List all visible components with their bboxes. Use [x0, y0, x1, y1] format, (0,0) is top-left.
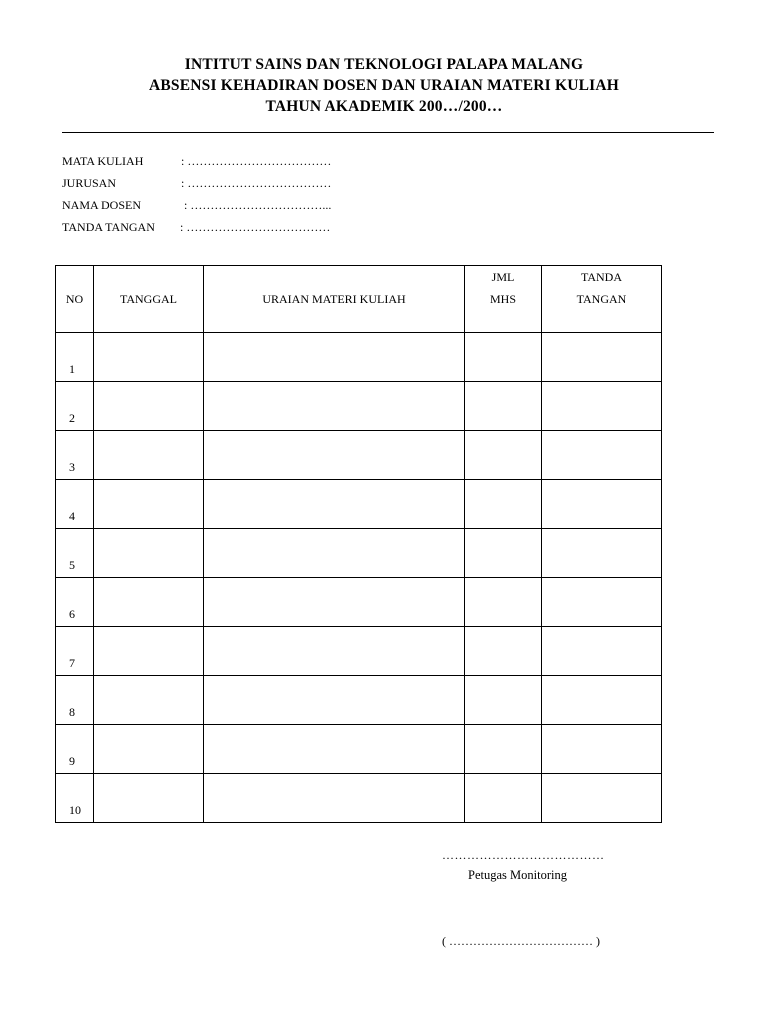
tanda-tangan-cell [542, 725, 662, 774]
jml-mhs-cell [465, 627, 542, 676]
header-divider [62, 132, 714, 133]
tanggal-cell [94, 676, 204, 725]
table-row [56, 333, 662, 382]
header-tanda-line1: TANDA [580, 270, 623, 284]
row-number: 1 [56, 333, 94, 382]
tanggal-cell [94, 578, 204, 627]
row-number: 10 [56, 774, 94, 823]
jml-mhs-cell [465, 382, 542, 431]
uraian-cell [204, 774, 465, 823]
table-row [56, 676, 662, 725]
uraian-cell [204, 578, 465, 627]
jurusan-field: : ……………………………… [181, 176, 332, 190]
jml-mhs-cell [465, 676, 542, 725]
uraian-cell [204, 480, 465, 529]
jml-mhs-cell [465, 431, 542, 480]
jurusan-label: JURUSAN [62, 176, 117, 190]
row-number: 6 [56, 578, 94, 627]
nama-dosen-field: : ……………………………... [184, 198, 332, 212]
header-tanda-line2: TANGAN [576, 292, 627, 306]
header-no: NO [56, 266, 94, 333]
uraian-cell [204, 676, 465, 725]
row-number: 7 [56, 627, 94, 676]
tanggal-cell [94, 431, 204, 480]
row-number: 8 [56, 676, 94, 725]
uraian-cell [204, 431, 465, 480]
row-number: 4 [56, 480, 94, 529]
uraian-cell [204, 627, 465, 676]
jml-mhs-cell [465, 725, 542, 774]
tanggal-cell [94, 333, 204, 382]
tanda-tangan-cell [542, 529, 662, 578]
tanggal-cell [94, 480, 204, 529]
header-uraian-materi: URAIAN MATERI KULIAH [204, 266, 465, 333]
jml-mhs-cell [465, 480, 542, 529]
table-row [56, 382, 662, 431]
jml-mhs-cell [465, 578, 542, 627]
header-tanda-tangan [542, 266, 662, 333]
document-header [0, 54, 768, 117]
tanda-tangan-cell [542, 774, 662, 823]
institution-title: INTITUT SAINS DAN TEKNOLOGI PALAPA MALANG [184, 56, 584, 73]
tanggal-cell [94, 627, 204, 676]
header-jml-mhs [465, 266, 542, 333]
tanda-tangan-cell [542, 480, 662, 529]
tanggal-cell [94, 725, 204, 774]
header-jml-line1: JML [491, 270, 515, 284]
table-row [56, 725, 662, 774]
tanda-tangan-cell [542, 578, 662, 627]
row-number: 3 [56, 431, 94, 480]
tanggal-cell [94, 774, 204, 823]
tanda-tangan-cell [542, 382, 662, 431]
signature-line: ………………………………… [442, 848, 605, 862]
attendance-table [55, 265, 662, 823]
table-row [56, 529, 662, 578]
tanda-tangan-cell [542, 333, 662, 382]
header-tanggal: TANGGAL [94, 266, 204, 333]
nama-dosen-label: NAMA DOSEN [62, 198, 142, 212]
form-title: ABSENSI KEHADIRAN DOSEN DAN URAIAN MATERI KULIAH [148, 77, 620, 94]
jml-mhs-cell [465, 529, 542, 578]
table-row [56, 480, 662, 529]
uraian-cell [204, 382, 465, 431]
mata-kuliah-label: MATA KULIAH [62, 154, 144, 168]
signature-role: Petugas Monitoring [468, 868, 567, 882]
row-number: 2 [56, 382, 94, 431]
tanggal-cell [94, 529, 204, 578]
jml-mhs-cell [465, 333, 542, 382]
row-number: 9 [56, 725, 94, 774]
table-row [56, 431, 662, 480]
table-row [56, 627, 662, 676]
tanda-tangan-label: TANDA TANGAN [62, 220, 155, 234]
table-row [56, 774, 662, 823]
table-header-row [56, 266, 662, 333]
jml-mhs-cell [465, 774, 542, 823]
tanggal-cell [94, 382, 204, 431]
uraian-cell [204, 333, 465, 382]
signature-name-placeholder: ( ……………………………… ) [442, 934, 600, 948]
mata-kuliah-field: : ……………………………… [181, 154, 332, 168]
table-row [56, 578, 662, 627]
tanda-tangan-cell [542, 431, 662, 480]
tanda-tangan-field: : ……………………………… [180, 220, 331, 234]
header-jml-line2: MHS [489, 292, 516, 306]
academic-year: TAHUN AKADEMIK 200…/200… [265, 98, 503, 115]
tanda-tangan-cell [542, 676, 662, 725]
tanda-tangan-cell [542, 627, 662, 676]
uraian-cell [204, 725, 465, 774]
uraian-cell [204, 529, 465, 578]
row-number: 5 [56, 529, 94, 578]
